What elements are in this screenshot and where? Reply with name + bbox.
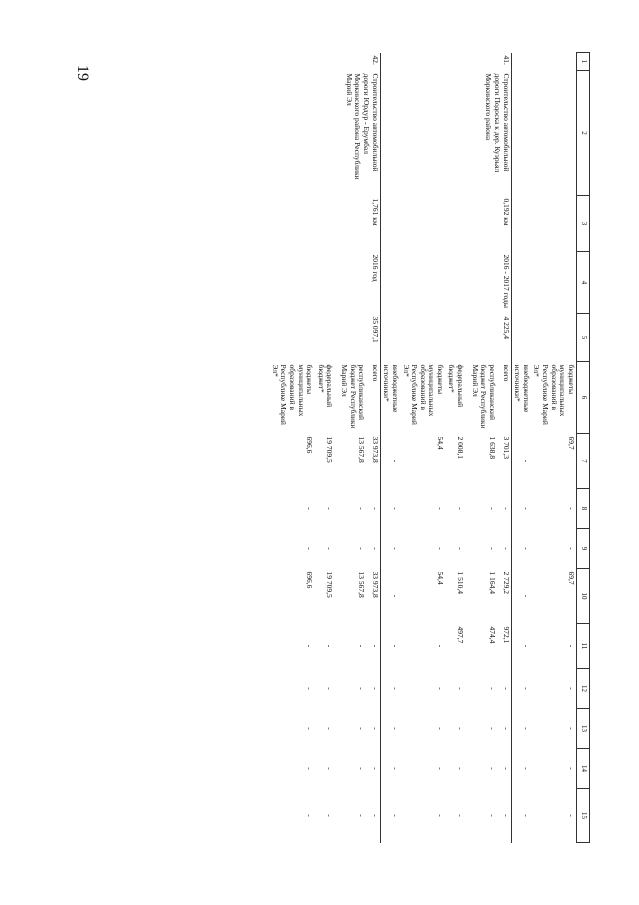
value-v12: - — [325, 687, 335, 690]
value-v10: 1 164,4 — [488, 571, 498, 594]
value-v10: 696,6 — [305, 571, 315, 589]
value-v10: 13 567,8 — [357, 571, 367, 598]
value-v7: 19 709,5 — [325, 436, 335, 463]
column-header-14: 14 — [577, 749, 590, 789]
value-v11: 972,1 — [497, 624, 511, 669]
value-v14: - — [488, 767, 498, 770]
value-v13: - — [567, 727, 576, 730]
value-v10: 33 973,8 — [366, 569, 380, 624]
funding-source: федеральный бюджет* — [316, 364, 335, 408]
column-header-13: 13 — [577, 709, 590, 749]
value-v9: - — [325, 547, 335, 550]
funding-source: бюджеты муниципальных образований в Республике Марий Эл* — [401, 364, 446, 425]
column-header-5: 5 — [577, 314, 590, 362]
value-v9: - — [436, 547, 446, 550]
funding-source: всего — [497, 362, 511, 434]
project-number — [511, 53, 576, 71]
rotated-program-table — [100, 52, 590, 842]
column-header-6: 6 — [577, 362, 590, 434]
value-v11: - — [366, 624, 380, 669]
value-v11: - — [521, 644, 531, 648]
value-v12: - — [305, 687, 315, 690]
value-v12: - — [391, 687, 400, 690]
value-v7: 13 567,8 — [357, 436, 367, 463]
value-v13: - — [488, 727, 498, 730]
financing-table — [269, 52, 590, 843]
value-v12: - — [488, 687, 498, 690]
value-v13: - — [357, 727, 367, 730]
column-header-3: 3 — [577, 196, 590, 252]
column-header-12: 12 — [577, 669, 590, 709]
value-v8: - — [567, 507, 576, 510]
value-v8: - — [366, 489, 380, 529]
value-v9: - — [488, 547, 498, 550]
value-v12: - — [567, 687, 576, 690]
value-v14: - — [325, 767, 335, 770]
project-name: Строительство автомобильной дороги Подоска к дер. Куэрьял Моркинского района — [380, 71, 511, 196]
funding-source: внебюджетные источники* — [513, 364, 531, 413]
value-v8: - — [391, 507, 400, 510]
funding-source: бюджеты муниципальных образований в Республике Марий Эл* — [270, 364, 315, 425]
project-length: 0,192 км — [380, 196, 511, 252]
value-v9: - — [521, 547, 531, 550]
project-length — [511, 196, 576, 252]
value-v8: - — [436, 507, 446, 510]
value-v12: - — [436, 687, 446, 690]
value-v10: 54,4 — [436, 571, 446, 585]
project-years: 2016 год — [269, 252, 380, 314]
value-v9: - — [497, 529, 511, 569]
funding-source: федеральный бюджет* — [447, 364, 466, 408]
value-v7: - — [521, 459, 531, 463]
value-v15: - — [325, 814, 335, 817]
value-v11: 497,7 — [456, 626, 466, 644]
value-v8: - — [497, 489, 511, 529]
column-header-8: 8 — [577, 489, 590, 529]
column-header-1: 1 — [577, 53, 590, 71]
project-cost — [511, 314, 576, 362]
value-v14: - — [366, 749, 380, 789]
funding-source: всего — [366, 362, 380, 434]
value-v11: - — [305, 644, 315, 648]
value-v12: - — [366, 669, 380, 709]
value-v9: - — [567, 547, 576, 550]
value-v9: - — [391, 547, 400, 550]
value-v15: - — [436, 814, 446, 817]
value-v13: - — [325, 727, 335, 730]
value-v13: - — [521, 727, 531, 730]
value-v13: - — [456, 727, 466, 730]
value-v14: - — [567, 767, 576, 770]
value-v10: 19 709,5 — [325, 571, 335, 598]
table-body — [269, 53, 576, 843]
value-v7: 1 638,8 — [488, 436, 498, 459]
project-years: 2016 - 2017 годы — [380, 252, 511, 314]
value-v14: - — [436, 767, 446, 770]
value-v15: - — [497, 789, 511, 843]
value-v13: - — [436, 727, 446, 730]
value-v15: - — [521, 814, 531, 817]
project-cost: 4 225,4 — [380, 314, 511, 362]
value-v12: - — [456, 687, 466, 690]
value-v11: - — [325, 644, 335, 648]
column-header-15: 15 — [577, 789, 590, 843]
project-name — [511, 71, 576, 196]
value-v14: - — [305, 767, 315, 770]
project-number: 41. — [380, 53, 511, 71]
value-v12: - — [521, 687, 531, 690]
value-v8: - — [456, 507, 466, 510]
value-v13: - — [305, 727, 315, 730]
page-number: 19 — [74, 65, 91, 81]
value-v9: - — [305, 547, 315, 550]
value-v12: - — [497, 669, 511, 709]
value-v8: - — [305, 507, 315, 510]
value-v9: - — [366, 529, 380, 569]
column-header-7: 7 — [577, 434, 590, 489]
funding-source: республиканский бюджет Республики Марий Эл — [470, 364, 498, 429]
value-v13: - — [391, 727, 400, 730]
project-name: Строительство автомобильной дороги Юрдур - Ерумбал Моркинского района Республики Марий Эл — [269, 71, 380, 196]
funding-source: внебюджетные источники* — [382, 364, 400, 413]
project-number: 42. — [269, 53, 380, 71]
value-v14: - — [391, 767, 400, 770]
value-v9: - — [357, 547, 367, 550]
value-v10: 2 729,2 — [497, 569, 511, 624]
value-v8: - — [521, 507, 531, 510]
value-v11: 474,4 — [488, 626, 498, 644]
value-v15: - — [488, 814, 498, 817]
funding-source: республиканский бюджет Республики Марий Эл — [340, 364, 367, 429]
table-row — [531, 53, 577, 843]
value-v12: - — [357, 687, 367, 690]
value-v10: - — [391, 594, 400, 598]
value-v7: 69,7 — [567, 436, 576, 450]
table-row — [497, 53, 511, 843]
value-v7: 54,4 — [436, 436, 446, 450]
value-v14: - — [497, 749, 511, 789]
value-v11: - — [567, 644, 576, 648]
value-v15: - — [366, 789, 380, 843]
table-row — [366, 53, 380, 843]
value-v13: - — [366, 709, 380, 749]
column-header-9: 9 — [577, 529, 590, 569]
value-v11: - — [436, 644, 446, 648]
value-v15: - — [567, 814, 576, 817]
value-v14: - — [357, 767, 367, 770]
value-v8: - — [325, 507, 335, 510]
column-header-10: 10 — [577, 569, 590, 624]
value-v9: - — [456, 547, 466, 550]
value-v10: 69,7 — [567, 571, 576, 585]
column-number-header — [577, 53, 590, 843]
value-v15: - — [357, 814, 367, 817]
value-v7: 2 008,1 — [456, 436, 466, 459]
value-v14: - — [521, 767, 531, 770]
column-header-2: 2 — [577, 71, 590, 196]
value-v15: - — [456, 814, 466, 817]
value-v8: - — [488, 507, 498, 510]
value-v13: - — [497, 709, 511, 749]
value-v7: 696,6 — [305, 436, 315, 454]
value-v8: - — [357, 507, 367, 510]
value-v7: - — [391, 459, 400, 463]
value-v14: - — [456, 767, 466, 770]
value-v11: - — [357, 644, 367, 648]
value-v15: - — [305, 814, 315, 817]
project-cost: 35 097,1 — [269, 314, 380, 362]
funding-source: бюджеты муниципальных образований в Республике Марий Эл* — [532, 364, 576, 425]
value-v11: - — [391, 644, 400, 648]
value-v10: 1 510,4 — [456, 571, 466, 594]
value-v7: 33 973,8 — [366, 434, 380, 489]
value-v10: - — [521, 594, 531, 598]
column-header-4: 4 — [577, 252, 590, 314]
value-v15: - — [391, 814, 400, 817]
project-length: 1,761 км — [269, 196, 380, 252]
project-years — [511, 252, 576, 314]
value-v7: 3 701,3 — [497, 434, 511, 489]
column-header-11: 11 — [577, 624, 590, 669]
